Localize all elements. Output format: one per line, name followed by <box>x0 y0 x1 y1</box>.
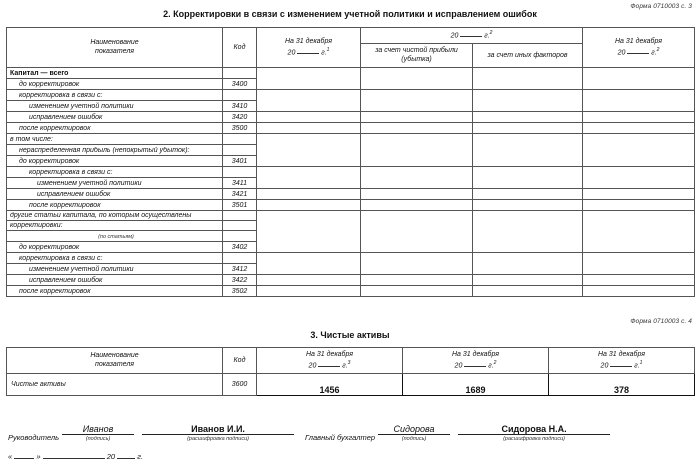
row-label: Капитал — всего <box>7 67 223 78</box>
row-code: 3422 <box>223 274 257 285</box>
row-code <box>223 210 257 220</box>
row-code <box>223 89 257 100</box>
row-value-c1[interactable] <box>257 210 361 252</box>
date-day-blank[interactable] <box>14 452 34 459</box>
director-name: Иванов И.И. <box>142 424 294 435</box>
table-row <box>7 166 695 177</box>
year-blank <box>464 361 486 367</box>
header-code-cell: Код <box>223 28 257 68</box>
table-row <box>7 210 695 220</box>
assets-header-date2 <box>403 348 549 374</box>
assets-header-date1 <box>257 348 403 374</box>
row-code: 3420 <box>223 111 257 122</box>
row-value-c2[interactable] <box>361 122 473 133</box>
row-value-c4[interactable] <box>583 122 695 133</box>
row-label: исправлением ошибок <box>7 111 223 122</box>
footnote-ref: 3 <box>347 359 351 366</box>
row-value-c4[interactable] <box>583 285 695 296</box>
row-value-c3[interactable] <box>473 133 583 166</box>
row-value-c3[interactable] <box>473 274 583 285</box>
row-value-c1[interactable] <box>257 166 361 188</box>
row-label: в том числе: <box>7 133 223 144</box>
row-value-c1[interactable] <box>257 274 361 285</box>
row-label: корректировка в связи с: <box>7 166 223 177</box>
row-label-text: нераспределенная прибыль (непокрытый убыток): <box>19 146 190 154</box>
row-value-c3[interactable] <box>473 285 583 296</box>
net-assets-code: 3600 <box>223 373 257 395</box>
header-sub-profit-line2: (убытка) <box>401 56 432 64</box>
header-name-cell <box>7 28 223 68</box>
assets-header-date3-year <box>550 360 693 371</box>
row-value-c3[interactable] <box>473 199 583 210</box>
row-code <box>223 230 257 241</box>
row-value-c3[interactable] <box>473 188 583 199</box>
accountant-name-slot[interactable] <box>458 424 610 442</box>
director-signature-caption: (подпись) <box>85 436 111 443</box>
accountant-signature-caption: (подпись) <box>401 436 427 443</box>
row-label: изменением учетной политики <box>7 177 223 188</box>
year-suffix: г. <box>321 49 327 57</box>
net-assets-table <box>6 347 695 396</box>
row-code <box>223 67 257 78</box>
row-value-c3[interactable] <box>473 111 583 122</box>
row-label <box>7 144 223 155</box>
year-blank <box>627 48 649 54</box>
section-2-title: 2. Корректировки в связи с изменением учетной политики и исправлением ошибок <box>163 9 537 19</box>
row-label: корректировка в связи с: <box>7 89 223 100</box>
row-value-c1[interactable] <box>257 285 361 296</box>
row-code <box>223 144 257 155</box>
row-label: изменением учетной политики <box>7 263 223 274</box>
row-code <box>223 166 257 177</box>
signature-block-accountant <box>305 424 610 442</box>
row-value-c1[interactable] <box>257 111 361 122</box>
row-label: после корректировок <box>7 285 223 296</box>
header-date-col4-year <box>584 47 693 58</box>
accountant-name-caption: (расшифровка подписи) <box>503 436 566 443</box>
row-label: корректировка в связи с: <box>7 252 223 263</box>
table-row <box>7 67 695 78</box>
accountant-signature-slot[interactable] <box>378 424 450 442</box>
footnote-ref: 2 <box>656 46 660 53</box>
row-value-c2[interactable] <box>361 199 473 210</box>
net-assets-row <box>7 373 695 395</box>
date-year-suffix: г. <box>137 452 144 461</box>
footnote-ref: 1 <box>326 46 330 53</box>
row-label: до корректировок <box>7 241 223 252</box>
accountant-name: Сидорова Н.А. <box>458 424 610 435</box>
form-number-page4: Форма 0710003 с. 4 <box>630 318 692 325</box>
signature-block-director <box>8 424 294 442</box>
table-row <box>7 199 695 210</box>
row-value-c3[interactable] <box>473 252 583 274</box>
row-value-c1[interactable] <box>257 122 361 133</box>
row-value-c2[interactable] <box>361 133 473 166</box>
row-label-note <box>7 230 223 241</box>
year-prefix: 20 <box>308 362 317 370</box>
row-value-c3[interactable] <box>473 210 583 252</box>
year-suffix: г. <box>651 49 657 57</box>
row-code: 3410 <box>223 100 257 111</box>
row-value-c2[interactable] <box>361 89 473 111</box>
year-blank <box>297 48 319 54</box>
row-label: исправлением ошибок <box>7 188 223 199</box>
date-quote-close: » <box>36 452 41 461</box>
table-row <box>7 252 695 263</box>
row-value-c4[interactable] <box>583 274 695 285</box>
year-suffix: г. <box>484 32 490 40</box>
row-value-c1[interactable] <box>257 133 361 166</box>
row-label: до корректировок <box>7 155 223 166</box>
row-value-c2[interactable] <box>361 210 473 252</box>
director-signature: Иванов <box>62 424 134 435</box>
table-row <box>7 122 695 133</box>
director-role-label: Руководитель <box>8 433 60 443</box>
form-number-page3: Форма 0710003 с. 3 <box>630 3 692 10</box>
table-row <box>7 274 695 285</box>
row-value-c4[interactable] <box>583 188 695 199</box>
net-assets-value-2[interactable]: 1689 <box>403 373 549 395</box>
date-year-prefix: 20 <box>106 452 116 461</box>
assets-header-date3-label: На 31 декабря <box>597 351 646 358</box>
row-value-c2[interactable] <box>361 188 473 199</box>
row-code: 3412 <box>223 263 257 274</box>
header-name-line2: показателя <box>94 48 135 56</box>
assets-header-code: Код <box>223 348 257 374</box>
assets-header-date2-year <box>404 360 547 371</box>
header-date-col1 <box>257 28 361 68</box>
year-blank <box>460 32 482 38</box>
year-prefix: 20 <box>450 32 459 40</box>
row-value-c4[interactable] <box>583 67 695 89</box>
row-value-c2[interactable] <box>361 111 473 122</box>
date-year-blank[interactable] <box>117 452 135 459</box>
row-code: 3421 <box>223 188 257 199</box>
row-value-c4[interactable] <box>583 89 695 111</box>
row-label: после корректировок <box>7 122 223 133</box>
header-date-col1-year <box>258 47 359 58</box>
section-3-title: 3. Чистые активы <box>310 330 390 340</box>
row-label-text: другие статьи капитала, по которым осуществлены <box>10 211 192 219</box>
footnote-ref: 2 <box>489 30 493 37</box>
row-label: после корректировок <box>7 199 223 210</box>
row-value-c4[interactable] <box>583 111 695 122</box>
row-value-c1[interactable] <box>257 67 361 89</box>
header-name-line1: Наименование <box>90 39 139 46</box>
net-assets-label: Чистые активы <box>7 373 223 395</box>
row-code: 3401 <box>223 155 257 166</box>
header-date-mid <box>361 28 583 44</box>
table-row <box>7 89 695 100</box>
row-code: 3500 <box>223 122 257 133</box>
date-month-blank[interactable] <box>43 452 105 459</box>
date-quote-open: « <box>8 452 13 461</box>
footnote-ref: 1 <box>639 359 643 366</box>
director-name-slot[interactable] <box>142 424 294 442</box>
row-value-c2[interactable] <box>361 67 473 89</box>
header-date-col4-label: На 31 декабря <box>614 38 663 46</box>
header-sub-profit <box>361 44 473 68</box>
row-value-c4[interactable] <box>583 133 695 166</box>
assets-header-date3 <box>549 348 695 374</box>
row-value-c3[interactable] <box>473 166 583 188</box>
signature-row <box>305 424 610 442</box>
year-prefix: 20 <box>287 49 296 57</box>
row-value-c3[interactable] <box>473 89 583 111</box>
row-value-c3[interactable] <box>473 67 583 89</box>
row-value-c1[interactable] <box>257 199 361 210</box>
year-suffix: г. <box>634 362 640 370</box>
row-value-c2[interactable] <box>361 166 473 188</box>
row-note-text: (по статьям) <box>98 233 134 240</box>
corrections-table <box>6 27 695 297</box>
row-code: 3402 <box>223 241 257 252</box>
net-assets-value-3[interactable]: 378 <box>549 373 695 395</box>
row-code <box>223 252 257 263</box>
row-code: 3411 <box>223 177 257 188</box>
year-prefix: 20 <box>454 362 463 370</box>
table-row <box>7 133 695 144</box>
assets-header-date1-label: На 31 декабря <box>305 351 354 358</box>
signature-row <box>8 424 294 442</box>
year-prefix: 20 <box>600 362 609 370</box>
row-value-c4[interactable] <box>583 252 695 274</box>
row-value-c2[interactable] <box>361 285 473 296</box>
row-value-c4[interactable] <box>583 210 695 252</box>
header-date-col1-label: На 31 декабря <box>284 38 333 46</box>
accountant-role-label: Главный бухгалтер <box>305 433 376 443</box>
net-assets-value-1[interactable]: 1456 <box>257 373 403 395</box>
date-line[interactable] <box>8 452 143 461</box>
row-value-c1[interactable] <box>257 188 361 199</box>
row-value-c4[interactable] <box>583 166 695 188</box>
year-blank <box>610 361 632 367</box>
row-code <box>223 220 257 230</box>
director-name-caption: (расшифровка подписи) <box>187 436 250 443</box>
footnote-ref: 2 <box>493 359 497 366</box>
row-label: изменением учетной политики <box>7 100 223 111</box>
assets-header-date2-label: На 31 декабря <box>451 351 500 358</box>
row-label: до корректировок <box>7 78 223 89</box>
table-row <box>7 285 695 296</box>
table-row <box>7 188 695 199</box>
row-value-c1[interactable] <box>257 89 361 111</box>
row-value-c2[interactable] <box>361 274 473 285</box>
year-suffix: г. <box>488 362 494 370</box>
assets-header-name <box>7 348 223 374</box>
year-prefix: 20 <box>617 49 626 57</box>
row-code: 3400 <box>223 78 257 89</box>
row-label: корректировки: <box>7 220 223 230</box>
row-value-c1[interactable] <box>257 252 361 274</box>
header-sub-other: за счет иных факторов <box>473 44 583 68</box>
table-row <box>7 111 695 122</box>
row-code: 3502 <box>223 285 257 296</box>
assets-header-date1-year <box>258 360 401 371</box>
accountant-signature: Сидорова <box>378 424 450 435</box>
year-suffix: г. <box>342 362 348 370</box>
row-value-c4[interactable] <box>583 199 695 210</box>
year-blank <box>318 361 340 367</box>
row-code: 3501 <box>223 199 257 210</box>
header-date-col4 <box>583 28 695 68</box>
assets-header-name-line1: Наименование <box>90 351 139 359</box>
row-label: исправлением ошибок <box>7 274 223 285</box>
row-value-c2[interactable] <box>361 252 473 274</box>
director-signature-slot[interactable] <box>62 424 134 442</box>
assets-header-name-line2: показателя <box>94 361 135 369</box>
row-code <box>223 133 257 144</box>
row-value-c3[interactable] <box>473 122 583 133</box>
row-label <box>7 210 223 220</box>
header-sub-profit-line1: за счет чистой прибыли <box>375 47 458 54</box>
